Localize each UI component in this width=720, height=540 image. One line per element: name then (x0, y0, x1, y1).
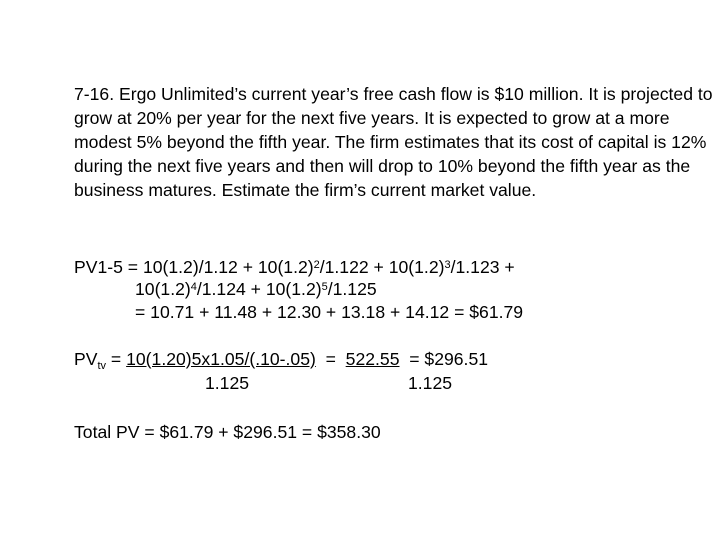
pv1-5-term-1: 10(1.2)/1.12 + 10(1.2) (142, 257, 314, 277)
pvtv-denominator-right: 1.125 (408, 373, 453, 393)
pv1-5-label: PV1-5 = (74, 257, 143, 277)
pvtv-denominator-left: 1.125 (205, 373, 250, 393)
pv1-5-sum: = 10.71 + 11.48 + 12.30 + 13.18 + 14.12 = $61.79 (135, 302, 524, 322)
pvtv-equals: = (106, 349, 127, 369)
total-pv: Total PV = $61.79 + $296.51 = $358.30 (74, 422, 381, 442)
pvtv-value-numerator: 522.55 (345, 349, 400, 369)
problem-statement: 7-16. Ergo Unlimited’s current year’s free cash flow is $10 million. It is projected to grow at 20% per year for the next five years. It is expected to grow at a more modest 5% beyond the fifth year. The firm estimates that its cost of capital is 12% during the next five years and then will drop to 10% beyond the fifth year as the business matures. Estimate the firm’s current market value. (74, 84, 713, 200)
exponent-2: 2 (313, 259, 320, 271)
pv1-5-term-3: /1.123 + (450, 257, 515, 277)
exponent-5: 5 (321, 281, 328, 293)
exponent-4: 4 (190, 281, 197, 293)
pvtv-result: = $296.51 (399, 349, 489, 369)
pv1-5-line-1 (74, 256, 515, 278)
pvtv-equals-2: = (315, 349, 346, 369)
pvtv-label: PV (74, 349, 98, 369)
pvtv-line (74, 348, 488, 373)
pv1-5-term-5: /1.125 (327, 279, 377, 299)
pv1-5-line-2 (135, 278, 377, 300)
pvtv-subscript: tv (97, 360, 107, 372)
pv1-5-term-4a: 10(1.2) (135, 279, 191, 299)
exponent-3: 3 (444, 259, 451, 271)
pv1-5-term-4b: /1.124 + 10(1.2) (196, 279, 322, 299)
pv1-5-term-2: /1.122 + 10(1.2) (319, 257, 445, 277)
pvtv-numerator: 10(1.20)5x1.05/(.10-.05) (126, 349, 316, 369)
